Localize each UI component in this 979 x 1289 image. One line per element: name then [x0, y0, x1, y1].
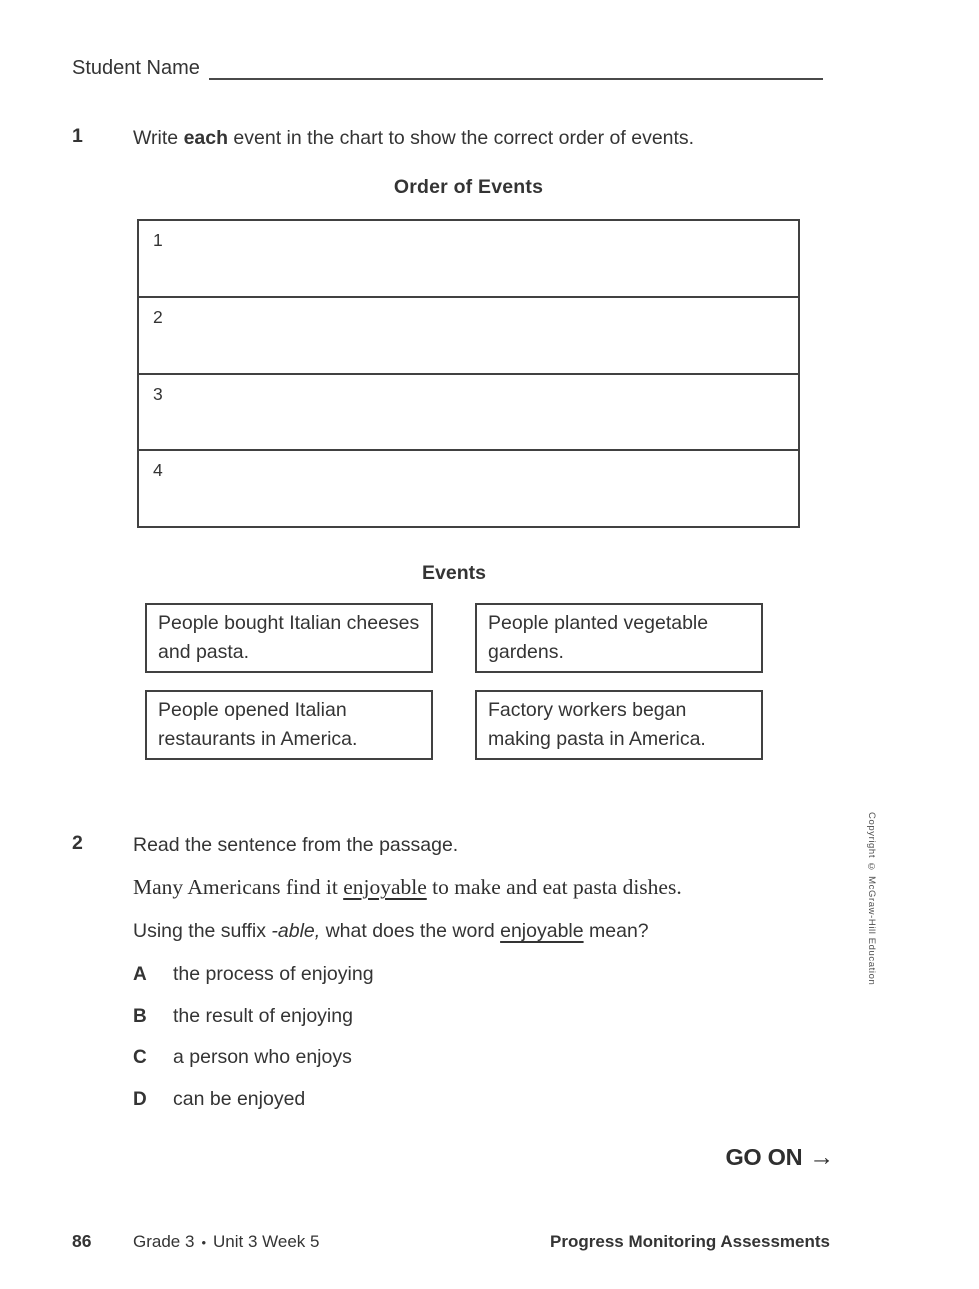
footer-separator-dot: •: [201, 1235, 206, 1250]
stem-prefix: Using the suffix: [133, 920, 272, 942]
choice-b-text: the result of enjoying: [173, 1004, 353, 1027]
footer-course: Grade 3: [133, 1232, 195, 1251]
chart-row-1-answer[interactable]: [163, 221, 798, 296]
stem-underlined-word: enjoyable: [500, 920, 584, 942]
event-card-1: [145, 603, 433, 673]
choice-c[interactable]: [133, 1046, 733, 1069]
question-1-prompt-suffix: event in the chart to show the correct order of events.: [228, 127, 695, 149]
question-1-prompt-prefix: Write: [133, 127, 184, 149]
copyright-vertical-text: Copyright © McGraw-Hill Education: [866, 812, 877, 986]
question-1: [72, 125, 832, 151]
event-card-4-text: Factory workers began making pasta in America.: [488, 699, 706, 750]
order-of-events-chart: [137, 219, 800, 528]
choice-a[interactable]: [133, 963, 733, 986]
choice-d-text: can be enjoyed: [173, 1087, 306, 1110]
choice-c-text: a person who enjoys: [173, 1046, 352, 1068]
chart-row-1-number: 1: [153, 230, 163, 250]
page-footer: [72, 1231, 830, 1252]
chart-row-2-answer[interactable]: [163, 298, 798, 373]
event-card-1-text: People bought Italian cheeses and pasta.: [158, 612, 420, 663]
choice-b[interactable]: [133, 1005, 733, 1028]
footer-assessment-title: Progress Monitoring Assessments: [550, 1232, 830, 1251]
student-name-input-line[interactable]: [209, 54, 823, 80]
stem-suffix: mean?: [583, 920, 649, 942]
choice-b-letter: B: [133, 1005, 147, 1027]
passage-sentence: [133, 875, 833, 900]
event-card-2-text: People planted vegetable gardens.: [488, 612, 709, 663]
question-1-prompt: [133, 125, 694, 151]
go-on-marker: [725, 1143, 834, 1172]
choice-d-letter: D: [133, 1088, 147, 1110]
question-1-prompt-bold: each: [183, 127, 229, 149]
footer-unit: Unit 3 Week 5: [213, 1232, 320, 1251]
chart-row-2: [139, 298, 798, 375]
event-card-2: [475, 603, 763, 673]
go-on-arrow-icon: →: [809, 1143, 834, 1171]
question-2-stem: [133, 920, 833, 943]
chart-row-3: [139, 375, 798, 452]
student-name-label: Student Name: [72, 57, 200, 79]
passage-prefix: Many Americans find it: [133, 875, 344, 899]
event-card-3-text: People opened Italian restaurants in America.: [158, 699, 358, 750]
choice-c-letter: C: [133, 1047, 147, 1068]
question-2-prompt: Read the sentence from the passage.: [133, 834, 459, 856]
events-grid: [145, 603, 763, 760]
chart-row-4-number: 4: [153, 460, 163, 481]
chart-row-3-number: 3: [153, 383, 163, 404]
choice-a-letter: A: [133, 964, 147, 985]
chart-row-3-answer[interactable]: [163, 375, 798, 450]
chart-row-2-number: 2: [153, 306, 163, 327]
stem-suffix-word: -able,: [271, 920, 321, 942]
chart-row-1: [139, 221, 798, 298]
chart-row-4: [139, 451, 798, 526]
answer-choices: [133, 963, 733, 1129]
footer-page-number: 86: [72, 1231, 92, 1251]
event-card-3: [145, 690, 433, 760]
order-of-events-title: Order of Events: [393, 176, 544, 198]
passage-suffix: to make and eat pasta dishes.: [426, 875, 682, 899]
student-name-row: [72, 54, 823, 80]
choice-a-text: the process of enjoying: [173, 963, 374, 985]
question-2-number: 2: [72, 832, 83, 854]
question-2: [72, 832, 832, 858]
stem-middle: what does the word: [320, 920, 501, 942]
chart-row-4-answer[interactable]: [163, 451, 798, 526]
question-1-number: 1: [72, 125, 83, 147]
passage-underlined-word: enjoyable: [343, 875, 427, 899]
go-on-label: GO ON: [725, 1144, 803, 1170]
events-title: Events: [422, 562, 486, 584]
choice-d[interactable]: [133, 1088, 733, 1111]
event-card-4: [475, 690, 763, 760]
